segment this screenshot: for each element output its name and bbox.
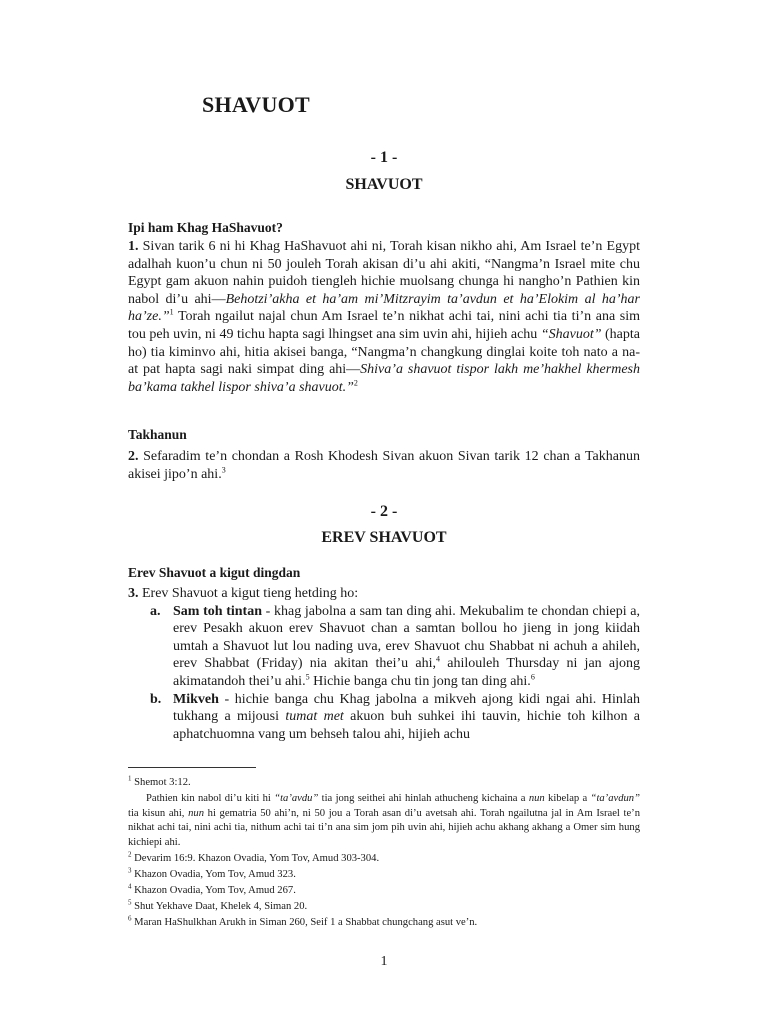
footnote-1 (128, 776, 640, 791)
footnote-number: 3 (128, 865, 132, 874)
footnote-ref[interactable]: 4 (436, 654, 441, 664)
chapter-1-header (128, 146, 640, 197)
list-item (128, 603, 640, 691)
list-item (128, 691, 640, 744)
footnote-italic: “ta’avdun” (590, 793, 640, 804)
footnote-4 (128, 881, 640, 899)
footnote-text: Khazon Ovadia, Yom Tov, Amud 323. (131, 868, 296, 880)
footnote-text: Shut Yekhave Daat, Khelek 4, Siman 20. (131, 900, 308, 912)
paragraph-number: 2. (128, 449, 139, 464)
footnote-number: 4 (128, 881, 132, 890)
section-heading: Erev Shavuot a kigut dingdan (128, 565, 301, 580)
chapter-number: - 1 - (370, 149, 398, 166)
paragraph-text: Sefaradim te’n chondan a Rosh Khodesh Sivan akuon Sivan tarik 12 chan a Takhanun akisei jipo’n ahi. (128, 449, 640, 482)
footnote-number: 2 (128, 849, 132, 858)
chapter-number: - 2 - (370, 503, 398, 520)
term-italic: “Shavuot” (540, 326, 602, 342)
paragraph-number: 3. (128, 586, 139, 601)
list-marker: a. (150, 603, 161, 619)
hebrew-quote: Shiva’a shavuot tispor lakh me’hakhel khermesh ba’kama takhel lispor shiva’a shavuot.” (128, 362, 640, 395)
paragraph-text: Torah ngailut najal chun Am Israel te’n nikhat achi tai, nini achi tia ti’n ana sim tou peh uvin, ni 49 tichu hapta sagi lhingset ana sim uvin ahi, hijieh achu (128, 309, 640, 342)
footnote-ref[interactable]: 6 (530, 672, 535, 682)
item-text: akuon buh suhkei ihi tauvin, hichie toh kilhon a aphatchuomna vang um behseh talou ahi, hijieh achu (173, 709, 641, 742)
item-lead: Sam toh tintan (173, 603, 262, 619)
paragraph-2 (128, 448, 640, 483)
list-marker: b. (150, 691, 162, 707)
chapter-title: EREV SHAVUOT (321, 529, 447, 546)
section-erev-shavuot (128, 563, 640, 743)
item-text: Hichie banga chu tin jong tan ding ahi. (309, 673, 531, 689)
item-text: - hichie banga chu Khag jabolna a mikveh ajong kidi ngai ahi. Hinlah tukhang a mijousi (173, 691, 640, 725)
paragraph-text: Erev Shavuot a kigut tieng hetding ho: (138, 586, 359, 601)
footnote-text: tia jong seithei ahi hinlah athucheng kichaina a (318, 793, 529, 804)
paragraph-3 (128, 585, 640, 603)
footnote-text: Devarim 16:9. Khazon Ovadia, Yom Tov, Amud 303-304. (131, 852, 380, 864)
footnote-text: Shemot 3:12. (131, 777, 191, 788)
footnote-1-continued (128, 792, 640, 850)
footnote-text: tia kisun ahi, (128, 807, 189, 819)
footnote-ref[interactable]: 1 (169, 307, 174, 317)
footnote-2 (128, 849, 640, 867)
item-text: ahilouleh Thursday ni jan ajong akimatandoh thei’u ahi. (173, 656, 640, 689)
footnote-6 (128, 913, 640, 931)
footnote-divider (128, 767, 256, 768)
footnote-italic: nun (528, 793, 545, 804)
footnote-number: 6 (128, 913, 132, 922)
footnote-ref[interactable]: 3 (221, 464, 226, 474)
paragraph-text: Sivan tarik 6 ni hi Khag HaShavuot ahi ni, Torah kisan nikho ahi, Am Israel te’n Egypt adalhah kuon’u chun ni 50 jouleh Torah akisan di’u ahi akiti, “Nangma’n Israel mite chu Egypt gam akuon nahin puidoh tiengleh hichie muolsang chunga hi nangho’n Pathien kin nabol di’u ahi— (128, 239, 640, 307)
hebrew-quote: Behotzi’akha et ha’am mi’Mitzrayim ta’avdun et ha’Elokim al ha’har ha’ze.” (128, 291, 640, 325)
sub-item-list (128, 603, 640, 744)
footnote-text: Maran HaShulkhan Arukh in Siman 260, Seif 1 a Shabbat chungchang asut ve’n. (131, 916, 478, 928)
footnote-text: kibelap a (544, 793, 591, 804)
chapter-2-header (128, 500, 640, 550)
paragraph-1 (128, 238, 640, 396)
footnote-text: hi gematria 50 ahi’n, ni 50 jou a Torah asan di’u avetsah ahi. Torah ngailutna jal in Am Israel te’n nikhat achi tai, nini achi tia, nithum achi tai ti’n ana sim jom pih uvin ahi, hijieh achu akhang akhang a Omer sim hung kichiepi ahi. (128, 807, 640, 848)
footnote-italic: “ta’avdu” (274, 793, 319, 804)
term-italic: tumat met (285, 709, 344, 725)
footnote-ref[interactable]: 2 (353, 378, 358, 388)
paragraph-text: (hapta ho) tia kiminvo ahi, hitia akisei banga, “Nangma’n changkung dinglai koite toh nato a na-at pat hapta sagi naki simpat ding ahi— (128, 326, 640, 378)
page-number: 1 (380, 954, 388, 969)
footnote-text: Pathien kin nabol di’u kiti hi (146, 793, 275, 804)
section-takhanun (128, 425, 640, 483)
item-lead: Mikveh (173, 691, 219, 707)
footnote-3 (128, 865, 640, 883)
section-heading: Takhanun (128, 427, 187, 442)
footnotes (128, 776, 640, 932)
footnote-ref[interactable]: 5 (305, 672, 310, 682)
footnote-number: 1 (128, 774, 132, 783)
footnote-italic: nun (188, 807, 204, 819)
section-heading: Ipi ham Khag HaShavuot? (128, 220, 283, 235)
section-ipi-ham (128, 218, 640, 396)
footnote-5 (128, 897, 640, 915)
item-text: - khag jabolna a sam tan ding ahi. Mekubalim te chondan chiepi a, erev Pesakh akuon erev Shavuot chan a samtan bollou ho jieng in jong kiidah umtah a Shavuot lut lou nading uva, erev Shavuot chu Shabbat ni achuh a ahileh, erev Shabbat (Friday) nia akitan thei’u ahi, (173, 603, 640, 672)
footnote-number: 5 (128, 897, 132, 906)
paragraph-number: 1. (128, 239, 139, 254)
chapter-title: SHAVUOT (345, 176, 423, 193)
footnote-text: Khazon Ovadia, Yom Tov, Amud 267. (131, 884, 296, 896)
page-title: SHAVUOT (201, 92, 311, 117)
